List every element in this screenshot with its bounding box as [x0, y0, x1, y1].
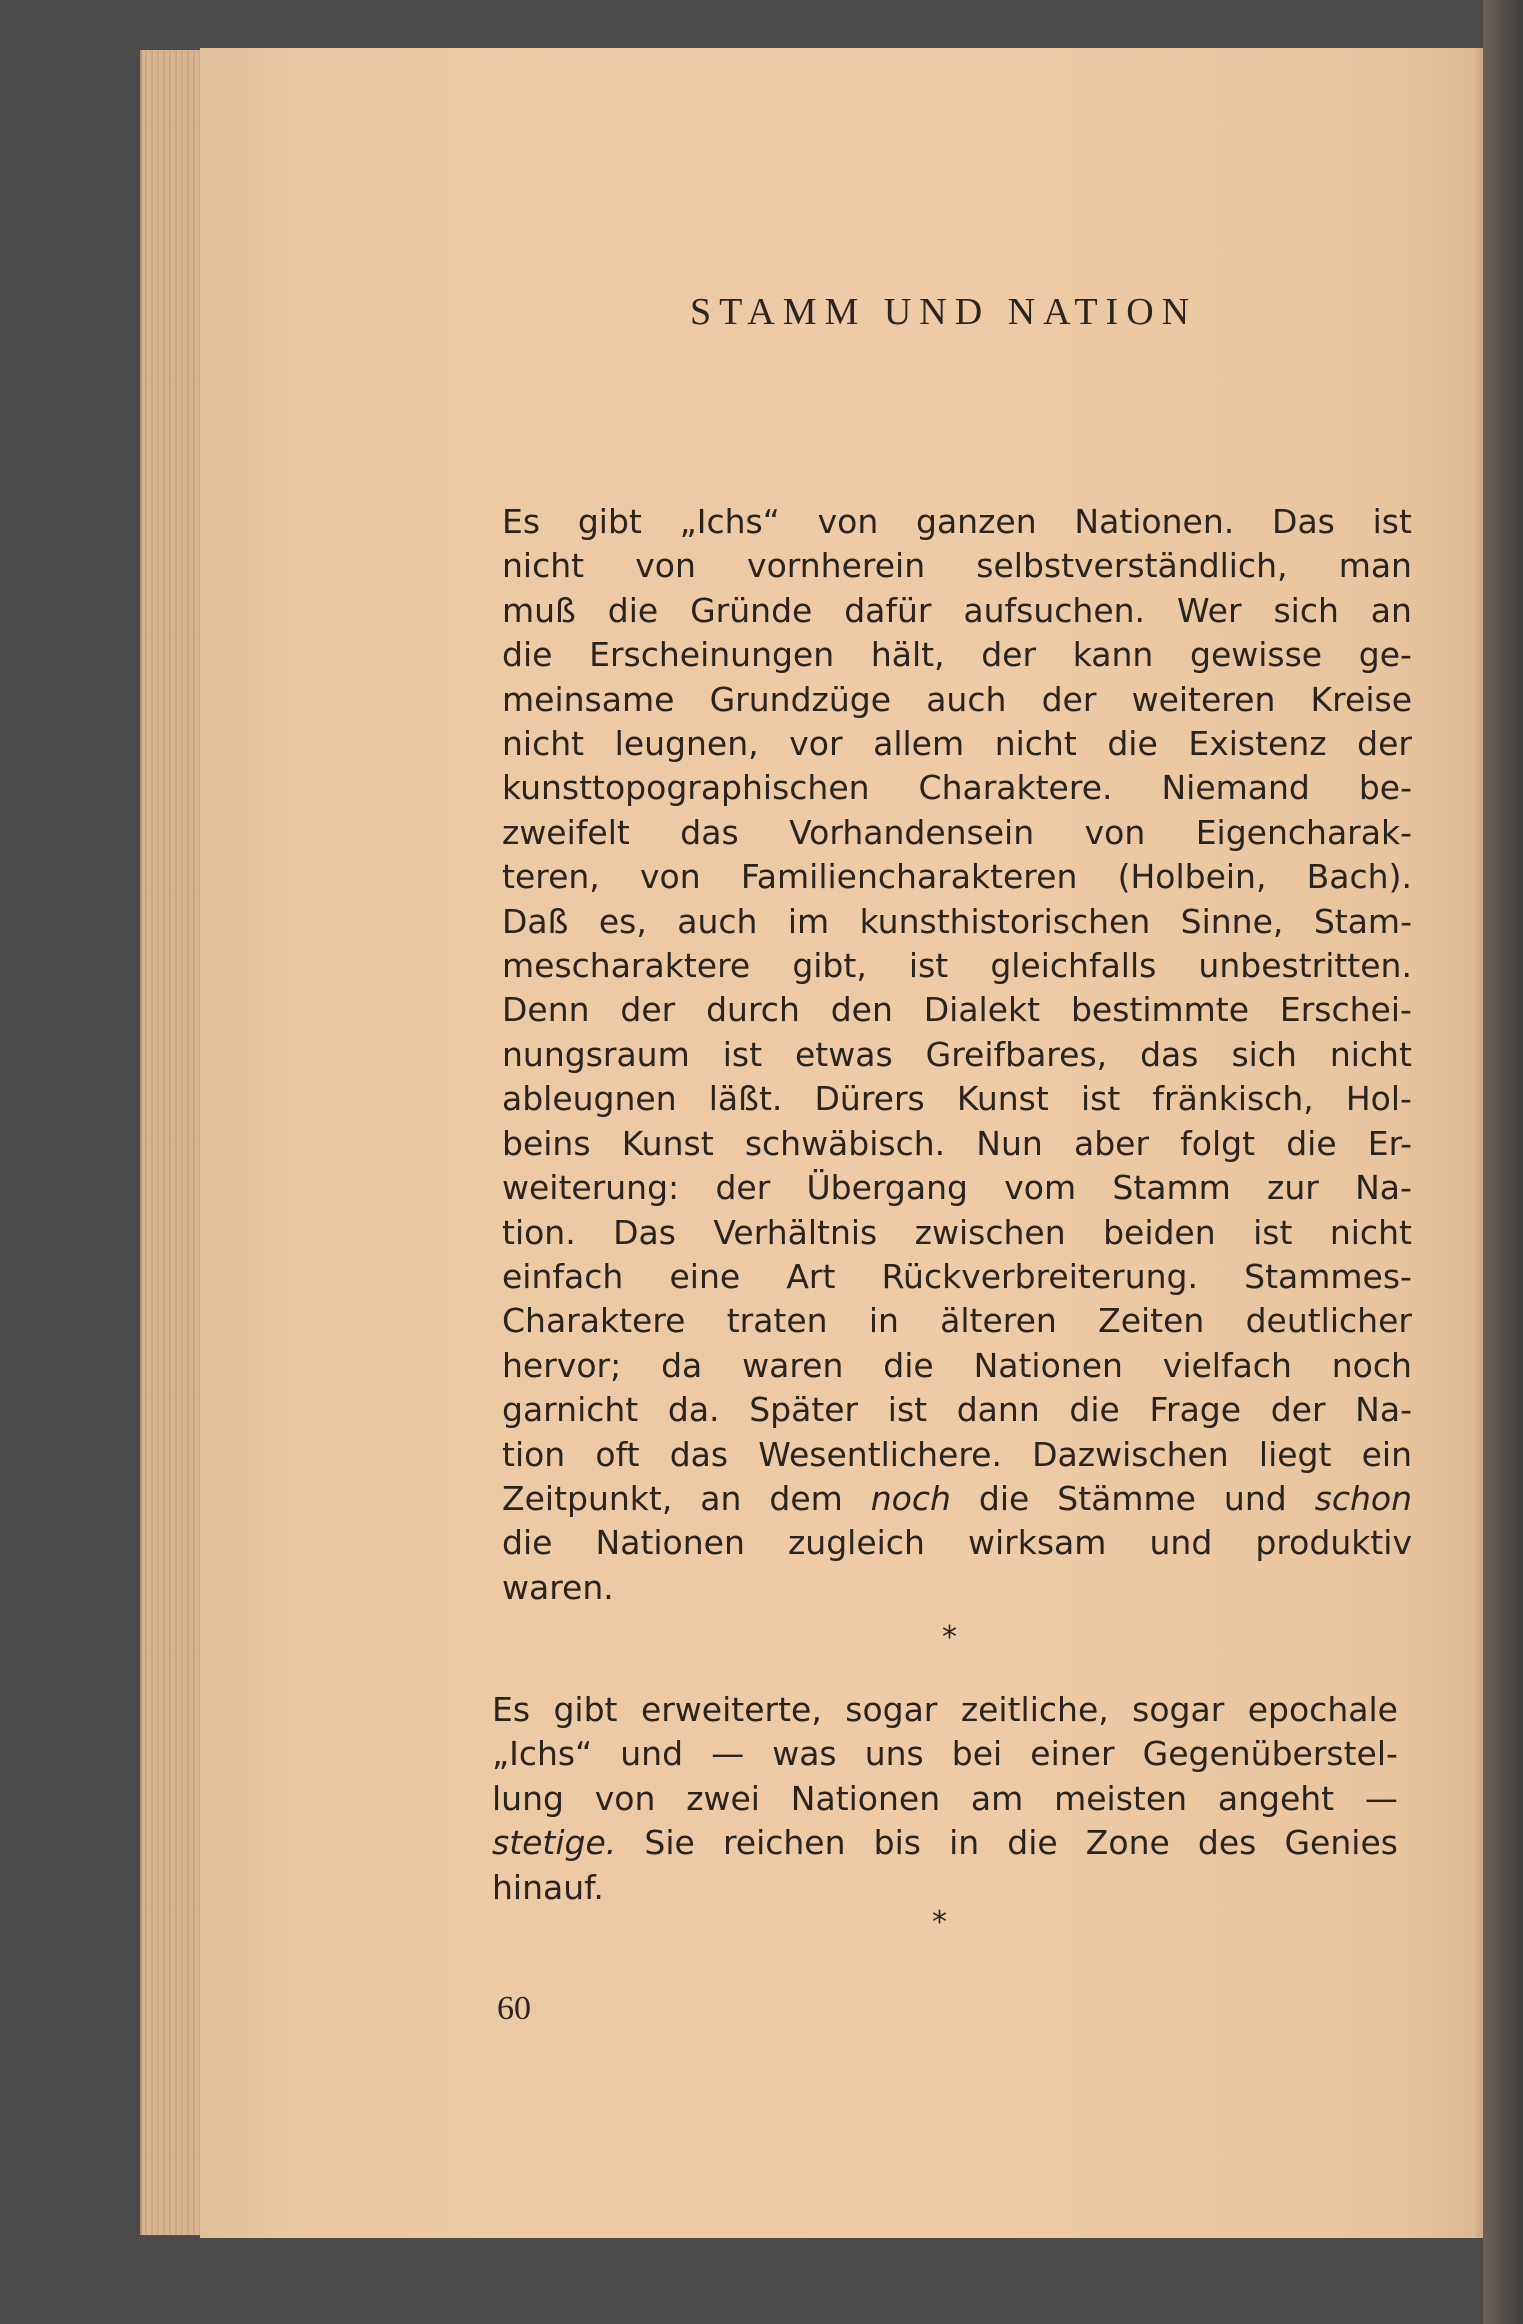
text-line — [492, 1688, 1398, 1732]
word: Sinne, — [1180, 901, 1284, 941]
word: be- — [1358, 768, 1412, 808]
word: Na- — [1355, 1390, 1412, 1430]
word: ist — [1080, 1079, 1121, 1119]
word: nicht — [502, 724, 585, 764]
word: tion. — [502, 1212, 576, 1252]
word: da. — [667, 1390, 720, 1430]
word: muß — [502, 590, 576, 630]
word: mescharaktere — [502, 946, 751, 986]
word: ist — [887, 1390, 928, 1430]
word: der — [981, 635, 1037, 675]
word: Kreise — [1310, 679, 1412, 719]
word: wirksam — [967, 1523, 1107, 1563]
word: gewisse — [1190, 635, 1323, 675]
word: des — [1197, 1823, 1257, 1863]
word: die — [607, 590, 659, 630]
word: Stam- — [1313, 901, 1412, 941]
word: sich — [1231, 1034, 1297, 1074]
word: Dürers — [814, 1079, 925, 1119]
section-separator: * — [942, 1620, 957, 1655]
text-line — [502, 766, 1412, 810]
word: Nationen. — [1074, 502, 1235, 541]
word: selbstverständlich, — [976, 546, 1288, 586]
word: von — [640, 857, 701, 897]
word: gibt — [577, 502, 642, 541]
word: ge- — [1358, 635, 1412, 675]
text-line — [492, 1777, 1398, 1821]
word: Übergang — [806, 1168, 968, 1208]
word: vielfach — [1162, 1345, 1292, 1385]
word: einfach — [502, 1256, 624, 1296]
word: nicht — [1329, 1212, 1412, 1252]
word: meisten — [1054, 1778, 1188, 1818]
word: dann — [956, 1390, 1040, 1430]
text-line — [502, 900, 1412, 944]
text-line — [502, 1521, 1412, 1565]
word: Stamm — [1112, 1168, 1231, 1208]
word: von — [635, 546, 696, 586]
word: die — [978, 1478, 1030, 1518]
word: bestimmte — [1070, 990, 1250, 1030]
running-head: STAMM UND NATION — [690, 291, 1198, 333]
word: epochale — [1247, 1690, 1398, 1729]
word: sogar — [845, 1690, 938, 1729]
word: aber — [1073, 1123, 1150, 1163]
word: Zone — [1085, 1823, 1170, 1863]
text-line — [502, 722, 1412, 766]
word: Charaktere. — [918, 768, 1113, 808]
text-line — [502, 1477, 1412, 1521]
word: durch — [706, 990, 800, 1030]
word: beiden — [1103, 1212, 1216, 1252]
word: Charaktere — [502, 1301, 686, 1341]
word: nicht — [1329, 1034, 1412, 1074]
word: — — [1364, 1778, 1398, 1818]
text-line — [502, 500, 1412, 544]
text-line — [502, 1388, 1412, 1432]
text-line — [502, 1299, 1412, 1343]
word: traten — [726, 1301, 828, 1341]
word: zugleich — [787, 1523, 925, 1563]
word: zweifelt — [502, 812, 630, 852]
word: Zeiten — [1098, 1301, 1205, 1341]
word: aufsuchen. — [963, 590, 1146, 630]
word: kann — [1072, 635, 1154, 675]
word: eine — [669, 1256, 741, 1296]
word: uns — [864, 1734, 924, 1774]
word: nicht — [994, 724, 1077, 764]
word: etwas — [795, 1034, 893, 1074]
page-number: 60 — [497, 1990, 531, 2027]
word: ist — [722, 1034, 763, 1074]
word: Bach). — [1306, 857, 1412, 897]
word: reichen — [722, 1823, 846, 1863]
word: in — [949, 1823, 980, 1863]
word: Verhältnis — [713, 1212, 878, 1252]
word: oft — [595, 1434, 640, 1474]
word: Greifbares, — [925, 1034, 1108, 1074]
word: am — [970, 1778, 1024, 1818]
word: ein — [1361, 1434, 1412, 1474]
text-line — [492, 1866, 1398, 1910]
text-line — [492, 1732, 1398, 1776]
word: Nationen — [790, 1778, 941, 1818]
word: garnicht — [502, 1390, 639, 1430]
word: Das — [1272, 502, 1335, 541]
word: das — [669, 1434, 729, 1474]
paragraph-2 — [492, 1688, 1398, 1910]
word: gleichfalls — [990, 946, 1157, 986]
word: „Ichs“ — [492, 1734, 593, 1774]
word: auch — [677, 901, 758, 941]
word: Gründe — [690, 590, 813, 630]
word: in — [868, 1301, 899, 1341]
word: Wesentlichere. — [758, 1434, 1002, 1474]
scan-background-edge — [1483, 0, 1523, 2324]
word: nicht — [502, 546, 585, 586]
word: erweiterte, — [640, 1690, 822, 1729]
word: kunsthistorischen — [859, 901, 1151, 941]
word: Sie — [644, 1823, 695, 1863]
word: ganzen — [916, 502, 1037, 541]
word: noch — [870, 1478, 951, 1518]
word: folgt — [1180, 1123, 1256, 1163]
word: gibt — [553, 1690, 618, 1729]
word: die — [502, 635, 553, 675]
word: hält, — [870, 635, 945, 675]
word: ist — [1253, 1212, 1293, 1252]
text-line — [502, 589, 1412, 633]
word: Zeitpunkt, — [502, 1478, 673, 1518]
word: produktiv — [1255, 1523, 1412, 1563]
word: im — [787, 901, 830, 941]
word: hervor; — [502, 1345, 622, 1385]
section-separator: * — [932, 1905, 947, 1940]
word: die — [1107, 724, 1158, 764]
word: Gegenüberstel- — [1142, 1734, 1398, 1774]
word: Existenz — [1188, 724, 1327, 764]
word: Stämme — [1057, 1478, 1196, 1518]
word: gibt, — [792, 946, 867, 986]
word: Grundzüge — [709, 679, 891, 719]
word: Nationen — [973, 1345, 1123, 1385]
word: (Holbein, — [1117, 857, 1267, 897]
word: sogar — [1132, 1690, 1225, 1729]
word: man — [1338, 546, 1412, 586]
word: vom — [1004, 1168, 1077, 1208]
word: unbestritten. — [1198, 946, 1412, 986]
text-line — [502, 1122, 1412, 1166]
word: Es — [502, 502, 541, 541]
text-line — [492, 1821, 1398, 1865]
word: tion — [502, 1434, 566, 1474]
word: zwei — [686, 1778, 760, 1818]
word: Erscheinungen — [589, 635, 835, 675]
word: an — [700, 1478, 742, 1518]
word: und — [1149, 1523, 1213, 1563]
word: auch — [926, 679, 1007, 719]
word: Hol- — [1345, 1079, 1412, 1119]
word: zur — [1267, 1168, 1319, 1208]
word: die — [1007, 1823, 1058, 1863]
word: das — [680, 812, 739, 852]
word: nungsraum — [502, 1034, 690, 1074]
word: Dazwischen — [1032, 1434, 1229, 1474]
word: Dialekt — [923, 990, 1041, 1030]
word: „Ichs“ — [679, 502, 780, 541]
word: Denn — [502, 990, 590, 1030]
text-line — [502, 1255, 1412, 1299]
word: bis — [873, 1823, 921, 1863]
word: Kunst — [621, 1123, 714, 1163]
word: die — [1069, 1390, 1120, 1430]
text-line — [502, 678, 1412, 722]
word: weiteren — [1131, 679, 1276, 719]
word: Rückverbreiterung. — [881, 1256, 1198, 1296]
text-line — [502, 633, 1412, 677]
word: noch — [1331, 1345, 1412, 1385]
word: vornherein — [747, 546, 926, 586]
word: Das — [613, 1212, 676, 1252]
text-line — [502, 1077, 1412, 1121]
word: Vorhandensein — [789, 812, 1035, 852]
word: der — [715, 1168, 771, 1208]
text-line — [502, 544, 1412, 588]
word: dem — [769, 1478, 843, 1518]
word: sich — [1273, 590, 1339, 630]
word: Art — [786, 1256, 836, 1296]
word: Es — [492, 1690, 531, 1729]
word: stetige. — [492, 1823, 617, 1863]
word: den — [830, 990, 893, 1030]
word: Wer — [1176, 590, 1242, 630]
word: waren. — [502, 1567, 614, 1607]
text-line — [502, 1166, 1412, 1210]
word: schon — [1314, 1478, 1412, 1518]
word: Kunst — [956, 1079, 1049, 1119]
word: das — [1140, 1034, 1199, 1074]
word: und — [620, 1734, 684, 1774]
word: allem — [873, 724, 965, 764]
text-line — [502, 1033, 1412, 1077]
word: hinauf. — [492, 1867, 604, 1907]
word: bei — [951, 1734, 1003, 1774]
word: die — [883, 1345, 934, 1385]
word: der — [1270, 1390, 1326, 1430]
word: Nun — [976, 1123, 1043, 1163]
word: an — [1370, 590, 1412, 630]
word: beins — [502, 1123, 591, 1163]
paragraph-1 — [502, 500, 1412, 1610]
word: zeitliche, — [960, 1690, 1109, 1729]
word: der — [1357, 724, 1412, 764]
word: Eigencharak- — [1195, 812, 1412, 852]
text-line — [502, 1344, 1412, 1388]
word: die — [502, 1523, 553, 1563]
word: deutlicher — [1245, 1301, 1412, 1341]
word: teren, — [502, 857, 600, 897]
word: es, — [598, 901, 647, 941]
word: meinsame — [502, 679, 675, 719]
word: liegt — [1258, 1434, 1332, 1474]
word: da — [661, 1345, 703, 1385]
word: ist — [908, 946, 949, 986]
word: vor — [789, 724, 843, 764]
word: der — [1041, 679, 1097, 719]
word: die — [1286, 1123, 1337, 1163]
word: älteren — [940, 1301, 1057, 1341]
word: läßt. — [708, 1079, 783, 1119]
text-line — [502, 988, 1412, 1032]
word: fränkisch, — [1152, 1079, 1314, 1119]
text-line — [502, 1433, 1412, 1477]
word: Daß — [502, 901, 569, 941]
word: leugnen, — [614, 724, 759, 764]
word: Er- — [1367, 1123, 1412, 1163]
word: Stammes- — [1244, 1256, 1412, 1296]
word: lung — [492, 1778, 564, 1818]
word: Familiencharakteren — [740, 857, 1078, 897]
word: schwäbisch. — [744, 1123, 946, 1163]
text-line — [502, 811, 1412, 855]
text-line — [502, 944, 1412, 988]
word: Nationen — [595, 1523, 745, 1563]
word: Genies — [1284, 1823, 1398, 1863]
word: waren — [742, 1345, 844, 1385]
word: zwischen — [914, 1212, 1066, 1252]
word: und — [1223, 1478, 1287, 1518]
text-line — [502, 855, 1412, 899]
word: ableugnen — [502, 1079, 677, 1119]
word: der — [620, 990, 676, 1030]
word: angeht — [1217, 1778, 1335, 1818]
word: einer — [1030, 1734, 1115, 1774]
text-line — [502, 1566, 1412, 1610]
word: dafür — [844, 590, 932, 630]
word: von — [594, 1778, 656, 1818]
word: was — [772, 1734, 837, 1774]
word: Frage — [1149, 1390, 1242, 1430]
word: Niemand — [1161, 768, 1310, 808]
word: kunsttopographischen — [502, 768, 870, 808]
word: von — [1084, 812, 1146, 852]
word: Na- — [1355, 1168, 1412, 1208]
word: — — [711, 1734, 745, 1774]
word: weiterung: — [502, 1168, 680, 1208]
word: ist — [1372, 502, 1412, 541]
word: Erschei- — [1279, 990, 1412, 1030]
word: Später — [749, 1390, 859, 1430]
text-line — [502, 1211, 1412, 1255]
word: von — [817, 502, 879, 541]
